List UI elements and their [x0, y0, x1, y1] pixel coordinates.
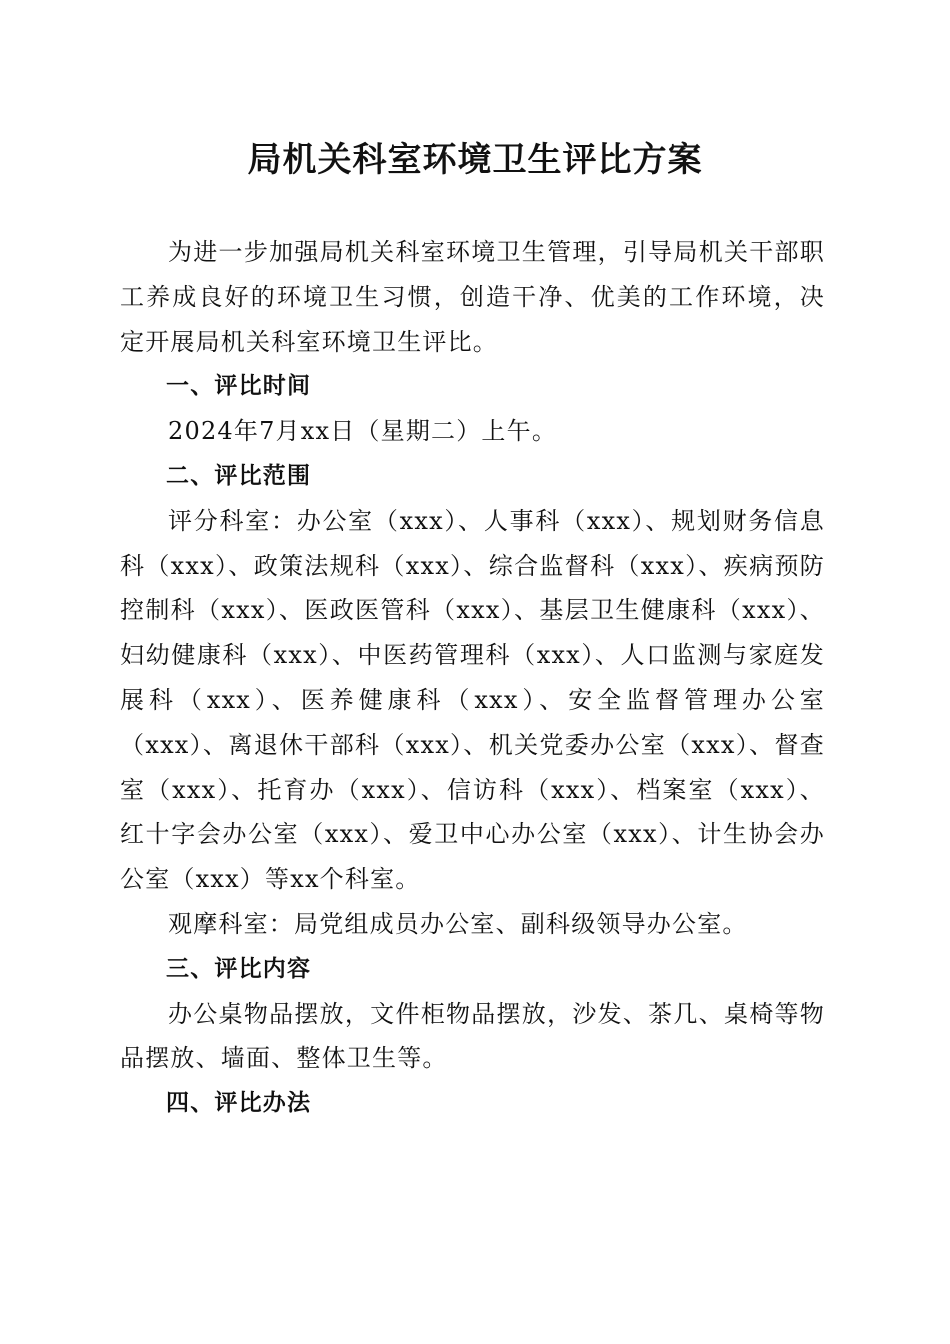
observed-offices-paragraph: 观摩科室：局党组成员办公室、副科级领导办公室。 — [168, 909, 748, 938]
scored-offices-paragraph: 评分科室：办公室（xxx）、人事科（xxx）、规划财务信息科（xxx）、政策法规科（xxx）、综合监督科（xxx）、疾病预防控制科（xxx）、医政医管科（xxx）、基层卫生健康科（xxx）、妇幼健康科（xxx）、中医药管理科（xxx）、人口监测与家庭发展科（xxx）、医养健康科（xxx）、安全监督管理办公室（xxx）、离退休干部科（xxx）、机关党委办公室（xxx）、督查室（xxx）、托育办（xxx）、信访科（xxx）、档案室（xxx）、红十字会办公室（xxx）、爱卫中心办公室（xxx）、计生协会办公室（xxx）等xx个科室。 — [120, 506, 825, 894]
section-heading-time: 一、评比时间 — [166, 373, 312, 400]
document-title: 局机关科室环境卫生评比方案 — [247, 140, 703, 180]
intro-paragraph: 为进一步加强局机关科室环境卫生管理，引导局机关干部职工养成良好的环境卫生习惯，创造干净、优美的工作环境，决定开展局机关科室环境卫生评比。 — [120, 238, 825, 356]
section-heading-method: 四、评比办法 — [166, 1090, 312, 1117]
section-heading-content: 三、评比内容 — [166, 955, 312, 982]
document-body — [120, 230, 825, 1126]
section-time-text: 2024年7月xx日（星期二）上午。 — [168, 417, 558, 446]
section-heading-scope: 二、评比范围 — [166, 462, 312, 489]
section-content-text: 办公桌物品摆放，文件柜物品摆放，沙发、茶几、桌椅等物品摆放、墙面、整体卫生等。 — [120, 999, 825, 1073]
